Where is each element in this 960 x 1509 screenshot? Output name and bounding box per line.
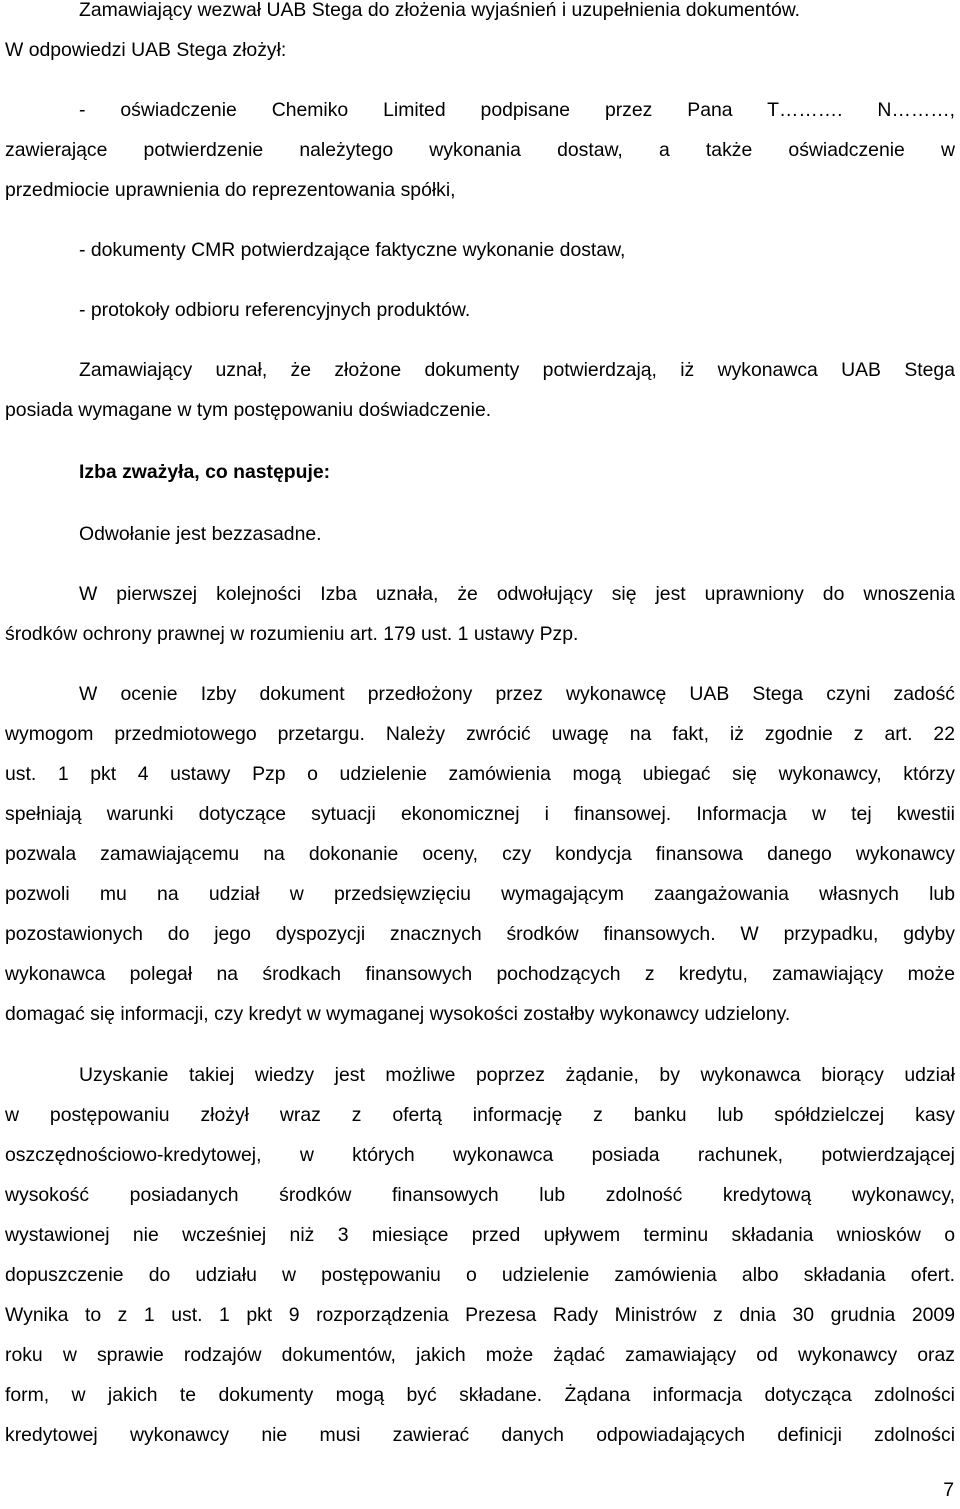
text-line: przedmiocie uprawnienia do reprezentowania spółki, xyxy=(5,179,456,201)
page-number: 7 xyxy=(943,1479,954,1501)
text-line: dopuszczenie do udziału w postępowaniu o udzielenie zamówienia albo składania ofert. xyxy=(5,1264,955,1286)
text-line: W ocenie Izby dokument przedłożony przez wykonawcę UAB Stega czyni zadość xyxy=(79,683,955,705)
text-line: oszczędnościowo-kredytowej, w których wykonawca posiada rachunek, potwierdzającej xyxy=(5,1144,955,1166)
text-line: spełniają warunki dotyczące sytuacji ekonomicznej i finansowej. Informacja w tej kwestii xyxy=(5,803,955,825)
text-line: form, w jakich te dokumenty mogą być składane. Żądana informacja dotycząca zdolności xyxy=(5,1384,955,1406)
text-line: pozwoli mu na udział w przedsięwzięciu wymagającym zaangażowania własnych lub xyxy=(5,883,955,905)
text-line: domagać się informacji, czy kredyt w wymaganej wysokości zostałby wykonawcy udzielony. xyxy=(5,1003,791,1025)
text-line: Zamawiający uznał, że złożone dokumenty potwierdzają, iż wykonawca UAB Stega xyxy=(79,359,955,381)
text-line: środków ochrony prawnej w rozumieniu art. 179 ust. 1 ustawy Pzp. xyxy=(5,623,579,645)
text-line: ust. 1 pkt 4 ustawy Pzp o udzielenie zamówienia mogą ubiegać się wykonawcy, którzy xyxy=(5,763,955,785)
text-line: - protokoły odbioru referencyjnych produktów. xyxy=(79,299,471,321)
text-line: wysokość posiadanych środków finansowych lub zdolność kredytową wykonawcy, xyxy=(5,1184,955,1206)
text-line: w postępowaniu złożył wraz z ofertą informację z banku lub spółdzielczej kasy xyxy=(5,1104,955,1126)
text-line: W pierwszej kolejności Izba uznała, że odwołujący się jest uprawniony do wnoszenia xyxy=(79,583,955,605)
section-heading: Izba zważyła, co następuje: xyxy=(79,461,331,483)
text-line: pozwala zamawiającemu na dokonanie oceny, czy kondycja finansowa danego wykonawcy xyxy=(5,843,955,865)
text-line: wymogom przedmiotowego przetargu. Należy zwrócić uwagę na fakt, iż zgodnie z art. 22 xyxy=(5,723,955,745)
text-line: kredytowej wykonawcy nie musi zawierać danych odpowiadających definicji zdolności xyxy=(5,1424,955,1446)
text-line: posiada wymagane w tym postępowaniu doświadczenie. xyxy=(5,399,492,421)
text-line: Wynika to z 1 ust. 1 pkt 9 rozporządzenia Prezesa Rady Ministrów z dnia 30 grudnia 2009 xyxy=(5,1304,955,1326)
text-line: Odwołanie jest bezzasadne. xyxy=(79,523,322,545)
text-line: - dokumenty CMR potwierdzające faktyczne wykonanie dostaw, xyxy=(79,239,626,261)
text-line: Zamawiający wezwał UAB Stega do złożenia wyjaśnień i uzupełnienia dokumentów. xyxy=(79,0,801,21)
text-line: wykonawca polegał na środkach finansowych pochodzących z kredytu, zamawiający może xyxy=(5,963,955,985)
text-line: wystawionej nie wcześniej niż 3 miesiące przed upływem terminu składania wniosków o xyxy=(5,1224,955,1246)
text-line: - oświadczenie Chemiko Limited podpisane przez Pana T………. N………, xyxy=(79,99,955,121)
text-line: zawierające potwierdzenie należytego wykonania dostaw, a także oświadczenie w xyxy=(5,139,955,161)
text-line: W odpowiedzi UAB Stega złożył: xyxy=(5,39,287,61)
text-line: Uzyskanie takiej wiedzy jest możliwe poprzez żądanie, by wykonawca biorący udział xyxy=(79,1064,955,1086)
text-line: roku w sprawie rodzajów dokumentów, jakich może żądać zamawiający od wykonawcy oraz xyxy=(5,1344,955,1366)
text-line: pozostawionych do jego dyspozycji znacznych środków finansowych. W przypadku, gdyby xyxy=(5,923,955,945)
